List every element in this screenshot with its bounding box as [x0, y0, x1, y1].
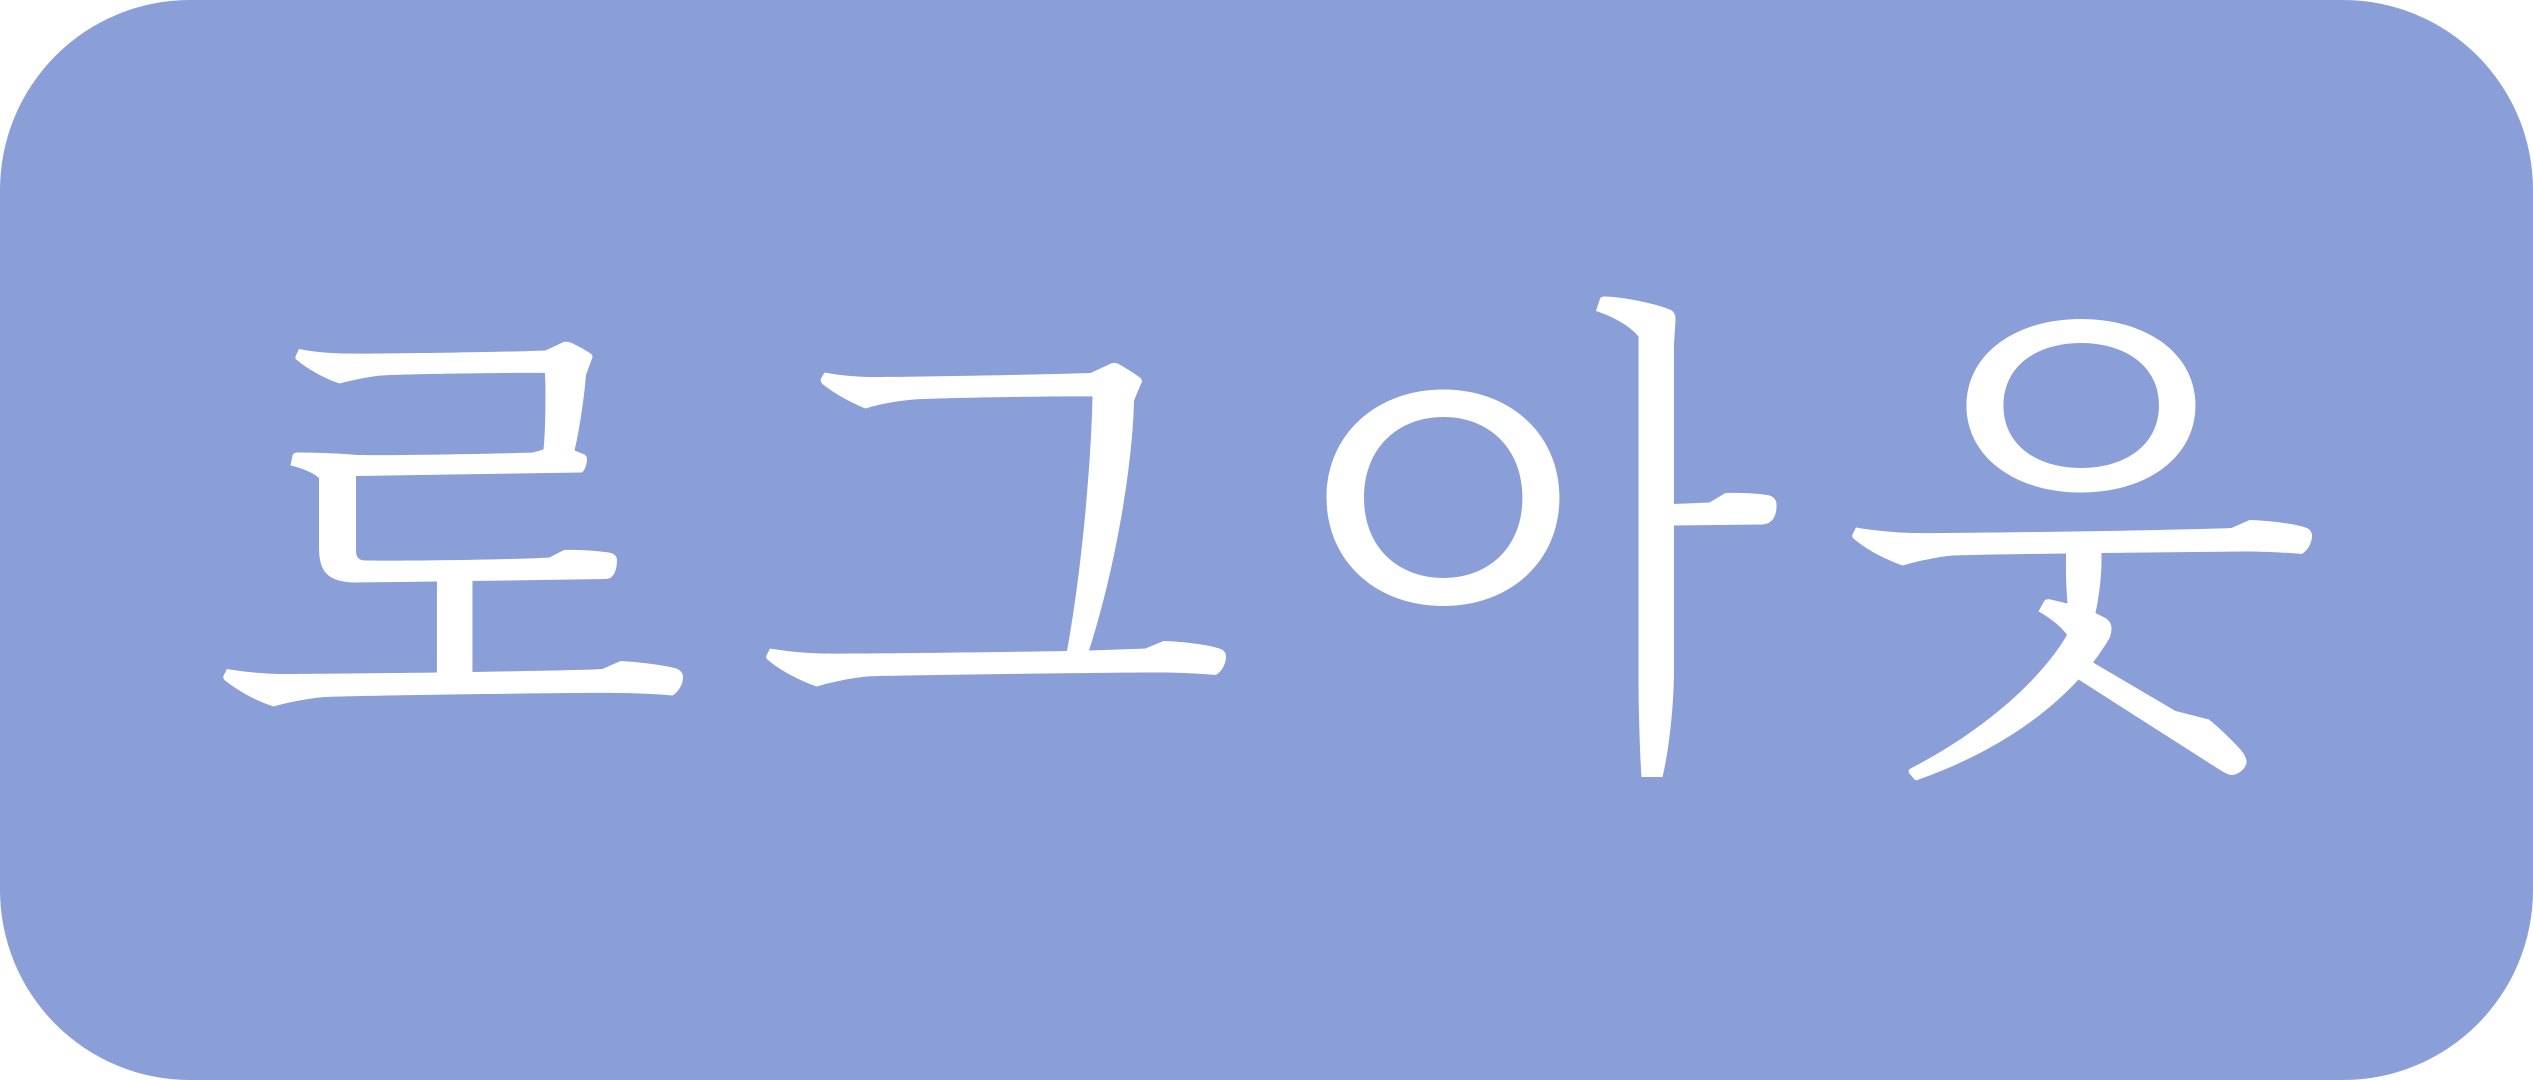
- logout-button-label: 로그아웃: [210, 259, 2383, 841]
